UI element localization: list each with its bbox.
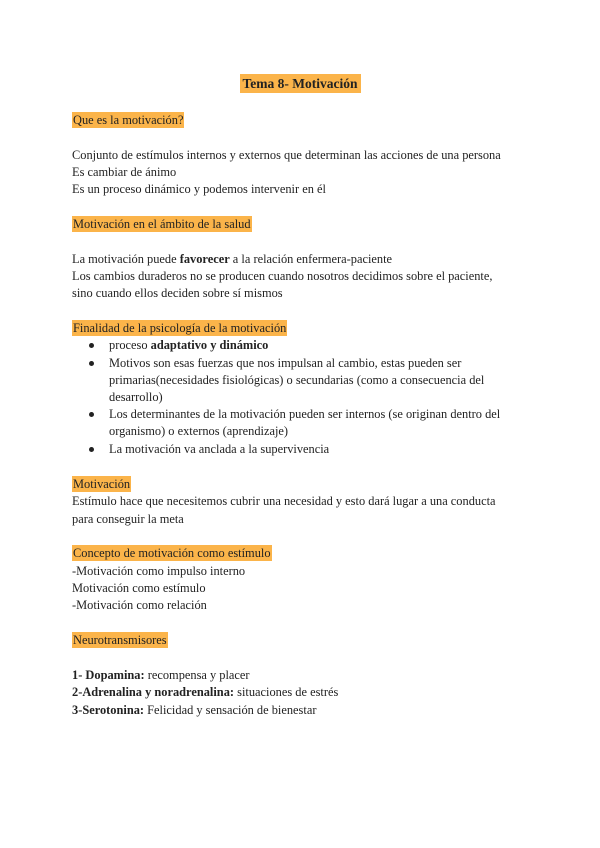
text-line: La motivación puede favorecer a la relación enfermera-paciente [72, 252, 393, 266]
text-line: Conjunto de estímulos internos y externos que determinan las acciones de una persona [72, 148, 501, 162]
list-item-continued: desarrollo) [109, 390, 163, 404]
text-line: Estímulo hace que necesitemos cubrir una necesidad y esto dará lugar a una conducta [72, 494, 496, 508]
list-item: La motivación va anclada a la supervivencia [109, 442, 330, 456]
section-heading-neurotransmisores: Neurotransmisores [73, 633, 167, 647]
bullet-icon [89, 343, 94, 348]
text-line: -Motivación como impulso interno [72, 564, 246, 578]
list-item: proceso adaptativo y dinámico [109, 338, 269, 352]
text-line: Es un proceso dinámico y podemos intervenir en él [72, 182, 326, 196]
text-line: Motivación como estímulo [72, 581, 206, 595]
section-heading-motivacion: Motivación [73, 477, 131, 491]
section-heading-finalidad: Finalidad de la psicología de la motivación [73, 321, 287, 335]
text-line: -Motivación como relación [72, 598, 207, 612]
neurotransmitter-item: 2-Adrenalina y noradrenalina: situaciones de estrés [72, 685, 339, 699]
list-item: Motivos son esas fuerzas que nos impulsan al cambio, estas pueden ser [109, 356, 462, 370]
text-line: sino cuando ellos deciden sobre sí mismos [72, 286, 283, 300]
list-item: Los determinantes de la motivación pueden ser internos (se originan dentro del [109, 407, 501, 421]
section-heading-que-es: Que es la motivación? [73, 113, 184, 127]
section-heading-salud: Motivación en el ámbito de la salud [73, 217, 251, 231]
neurotransmitter-item: 1- Dopamina: recompensa y placer [72, 668, 250, 682]
bullet-icon [89, 447, 94, 452]
text-line: Los cambios duraderos no se producen cuando nosotros decidimos sobre el paciente, [72, 269, 493, 283]
list-item-continued: organismo) o externos (aprendizaje) [109, 424, 289, 438]
section-heading-concepto: Concepto de motivación como estímulo [73, 546, 271, 560]
list-item-continued: primarias(necesidades fisiológicas) o secundarias (como a consecuencia del [109, 373, 485, 387]
neurotransmitter-item: 3-Serotonina: Felicidad y sensación de bienestar [72, 703, 317, 717]
document-title: Tema 8- Motivación [0, 75, 600, 92]
bullet-icon [89, 361, 94, 366]
text-line: para conseguir la meta [72, 512, 184, 526]
text-line: Es cambiar de ánimo [72, 165, 177, 179]
bullet-icon [89, 412, 94, 417]
